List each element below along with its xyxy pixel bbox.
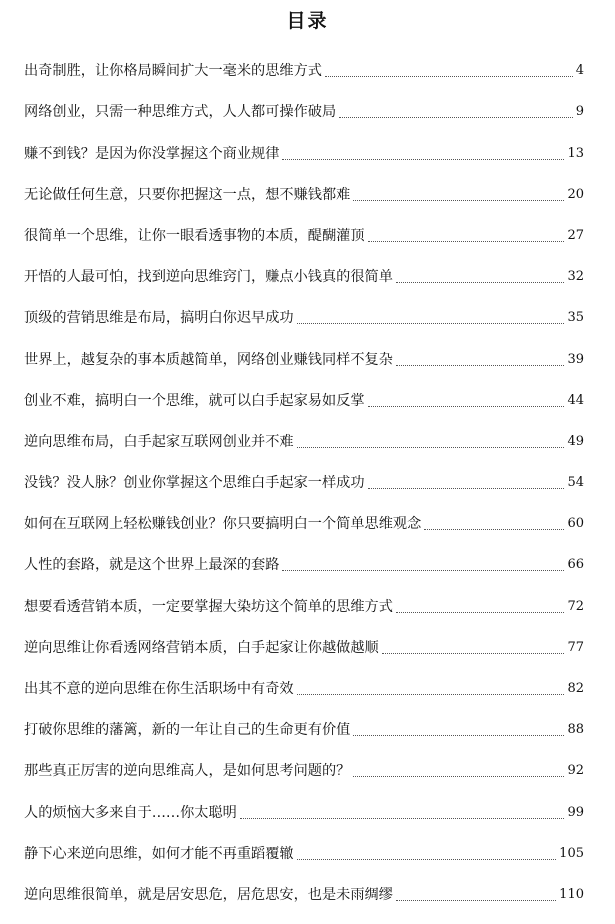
- toc-entry: [24, 541, 584, 582]
- dot-leader: [297, 694, 565, 695]
- toc-entry-title: 打破你思维的藩篱，新的一年让自己的生命更有价值: [24, 722, 351, 739]
- dot-leader: [396, 900, 556, 901]
- toc-entry-title: 静下心来逆向思维，如何才能不再重蹈覆辙: [24, 845, 294, 862]
- dot-leader: [396, 612, 565, 613]
- dot-leader: [353, 776, 564, 777]
- toc-entry: [24, 500, 584, 541]
- toc-entry-page: 9: [575, 104, 584, 120]
- toc-entry-page: 60: [567, 516, 584, 532]
- dot-leader: [240, 818, 565, 819]
- toc-entry-page: 88: [567, 722, 584, 738]
- toc-entry-title: 没钱？没人脉？创业你掌握这个思维白手起家一样成功: [24, 475, 365, 492]
- dot-leader: [353, 735, 564, 736]
- dot-leader: [424, 529, 564, 530]
- toc-entry-title: 开悟的人最可怕，找到逆向思维窍门，赚点小钱真的很简单: [24, 269, 393, 286]
- toc-entry-page: 32: [567, 269, 584, 285]
- toc-entry-page: 13: [567, 145, 584, 161]
- toc-entry-page: 105: [559, 845, 584, 861]
- dot-leader: [297, 447, 565, 448]
- dot-leader: [297, 323, 565, 324]
- toc-entry: [24, 788, 584, 829]
- toc-entry: [24, 871, 584, 912]
- dot-leader: [368, 406, 565, 407]
- toc-entry: [24, 830, 584, 871]
- toc-entry-title: 出奇制胜，让你格局瞬间扩大一毫米的思维方式: [24, 63, 322, 80]
- toc-entry: [24, 253, 584, 294]
- dot-leader: [368, 241, 565, 242]
- toc-entry-page: 27: [567, 227, 584, 243]
- toc-entry: [24, 747, 584, 788]
- toc-entry: [24, 47, 584, 88]
- toc-entry-page: 35: [567, 310, 584, 326]
- toc-entry: [24, 88, 584, 129]
- toc-entry-title: 人的烦恼大多来自于……你太聪明: [24, 804, 237, 821]
- toc-entry: [24, 129, 584, 170]
- toc-entry: [24, 212, 584, 253]
- toc-entry-page: 92: [567, 763, 584, 779]
- dot-leader: [382, 653, 565, 654]
- toc-entry: [24, 706, 584, 747]
- toc-entry-page: 20: [567, 186, 584, 202]
- dot-leader: [282, 570, 564, 571]
- toc-entry: [24, 377, 584, 418]
- toc-entry-title: 很简单一个思维，让你一眼看透事物的本质，醍醐灌顶: [24, 227, 365, 244]
- toc-entry: [24, 171, 584, 212]
- toc-entry-title: 如何在互联网上轻松赚钱创业？你只要搞明白一个简单思维观念: [24, 516, 422, 533]
- toc-entry-title: 想要看透营销本质，一定要掌握大染坊这个简单的思维方式: [24, 598, 393, 615]
- toc-entry-title: 逆向思维布局，白手起家互联网创业并不难: [24, 433, 294, 450]
- toc-entry-page: 72: [567, 598, 584, 614]
- toc-entry-title: 顶级的营销思维是布局，搞明白你迟早成功: [24, 310, 294, 327]
- toc-entry: [24, 624, 584, 665]
- toc-entry: [24, 335, 584, 376]
- toc-entry-title: 世界上，越复杂的事本质越简单，网络创业赚钱同样不复杂: [24, 351, 393, 368]
- toc-entry-page: 99: [567, 804, 584, 820]
- toc-entry: [24, 294, 584, 335]
- toc-entry: [24, 418, 584, 459]
- dot-leader: [297, 859, 557, 860]
- dot-leader: [368, 488, 565, 489]
- toc-entry-page: 66: [567, 557, 584, 573]
- toc-entry: [24, 665, 584, 706]
- dot-leader: [353, 200, 564, 201]
- toc-entry-title: 出其不意的逆向思维在你生活职场中有奇效: [24, 681, 294, 697]
- toc-entry-title: 逆向思维让你看透网络营销本质，白手起家让你越做越顺: [24, 639, 379, 656]
- dot-leader: [396, 282, 565, 283]
- page-title: 目录: [286, 10, 329, 32]
- toc-entry-title: 人性的套路，就是这个世界上最深的套路: [24, 557, 280, 574]
- toc-entry-page: 82: [567, 681, 584, 696]
- toc-entry-page: 77: [567, 639, 584, 655]
- toc-entry-page: 44: [567, 392, 584, 408]
- toc-entry-title: 逆向思维很简单，就是居安思危，居危思安，也是未雨绸缪: [24, 886, 393, 903]
- toc-entry-title: 赚不到钱？是因为你没掌握这个商业规律: [24, 145, 280, 162]
- toc-entry-page: 54: [567, 475, 584, 491]
- dot-leader: [396, 365, 565, 366]
- toc-entry-page: 4: [575, 63, 584, 79]
- toc-entry-title: 创业不难，搞明白一个思维，就可以白手起家易如反掌: [24, 392, 365, 409]
- dot-leader: [325, 76, 573, 77]
- toc-entry: [24, 582, 584, 623]
- toc-entry-title: 无论做任何生意，只要你把握这一点，想不赚钱都难: [24, 186, 351, 203]
- dot-leader: [282, 159, 564, 160]
- toc-entry-title: 网络创业，只需一种思维方式，人人都可操作破局: [24, 104, 337, 121]
- toc-entry-page: 39: [567, 351, 584, 367]
- toc-entry: [24, 459, 584, 500]
- dot-leader: [339, 117, 573, 118]
- toc-entry-title: 那些真正厉害的逆向思维高人，是如何思考问题的？: [24, 763, 351, 780]
- toc-entry-page: 110: [559, 886, 584, 902]
- toc-entry-page: 49: [567, 433, 584, 449]
- table-of-contents: [24, 47, 584, 912]
